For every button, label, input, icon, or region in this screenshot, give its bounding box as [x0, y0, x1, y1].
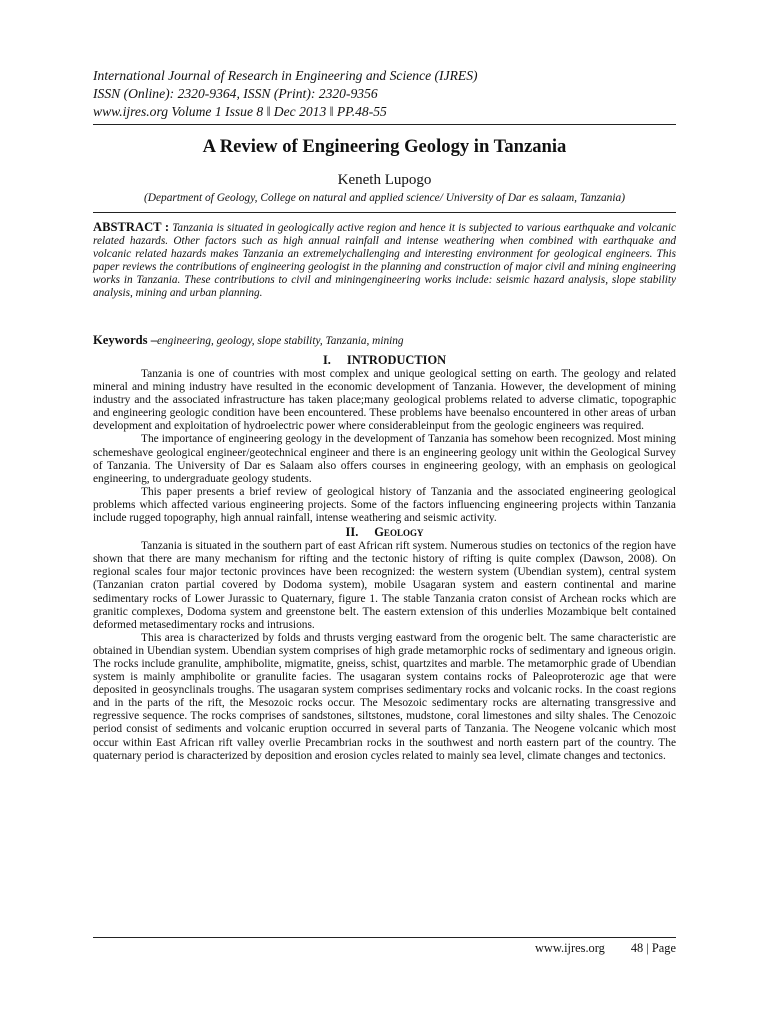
abstract-label: ABSTRACT : — [93, 220, 170, 234]
paragraph: The importance of engineering geology in the development of Tanzania has somehow been recognized. Most mining schemeshave geological engineer/geotechnical engineer and there is an engineering geology unit within the Geological Survey of Tanzania. The University of Dar es Salaam also offers courses in engineering geology, with an emphasis on geological engineering, to undergraduate geology students. — [93, 433, 676, 485]
page-number: 48 | Page — [630, 941, 676, 955]
section-number: II. — [345, 525, 359, 540]
author-name: Keneth Lupogo — [337, 172, 432, 188]
header-divider — [93, 124, 676, 125]
author-affiliation: (Department of Geology, College on natural and applied science/ University of Dar es salaam, Tanzania) — [143, 192, 626, 204]
page-footer — [93, 940, 676, 956]
section-heading-introduction — [93, 353, 676, 367]
keywords — [93, 333, 676, 348]
section-heading-geology — [93, 525, 676, 539]
abstract-text: Tanzania is situated in geologically active region and hence it is subjected to various earthquake and volcanic related hazards. Other factors such as high annual rainfall and intense weathering when combined with earthquake and volcanic related hazards makes Tanzania an extremelychallenging and interesting environment for geological engineers. This paper reviews the contributions of engineering geologist in the planning and construction of major civil and mining engineering works in Tanzania. These contributions to civil and miningengineering works include: seismic hazard analysis, slope stability analysis, mining and urban planning. — [93, 222, 677, 300]
paragraph: Tanzania is situated in the southern part of east African rift system. Numerous studies on tectonics of the region have shown that there are many mechanism for rifting and the tectonic history of rifting is quite complex (Dawson, 2008). On regional scales four major tectonic provinces have been recognized: the western system (Ubendian system), central system (Tanzanian craton partial covered by Dodoma system), mobile Usagaran system and eastern continental and marine sedimentary rocks of Lower Jurassic to Quaternary, figure 1. The stable Tanzania craton consist of Archean rocks which are granitic complexes, Dodoma system and greenstone belt. The eastern extension of this underlies Mozambique belt contained deformed metasedimentary rocks and intrusions. — [93, 540, 676, 631]
section-name: INTRODUCTION — [346, 353, 447, 367]
keywords-label: Keywords – — [93, 333, 158, 347]
footer-website: www.ijres.org — [534, 941, 605, 955]
paragraph: This area is characterized by folds and thrusts verging eastward from the orogenic belt. The same characteristic are obtained in Ubendian system. Ubendian system comprises of high grade metamorphic rocks of sedimentary and igneous origin. The rocks include granulite, amphibolite, migmatite, gneiss, schist, quartzites and marble. The metamorphic grade of Ubendian system is mainly amphibolite or granulite facies. The usagaran system contains rocks of Paleoproterozic age that were deposited in geosynclinals troughs. The usagaran system comprises sedimentary rocks and volcanic rocks. In the coast regions and in the parts of the rift, the Mesozoic rocks occur. The Mesozoic sedimentary rocks are alternating transgressive and regressive sequence. The rocks comprises of sandstones, siltstones, mudstone, coral limestones and silty shales. The Cenozoic period consist of sediments and volcanic eruption occurred in several parts of Tanzania. The Neogene volcanic which most occur within East African rift valley overlie Precambrian rocks in the southwest and north eastern part of the country. The quaternary period is characterized by deposition and erosion cycles related to mainly sea level, climate changes and tectonics. — [93, 631, 676, 762]
journal-issn: ISSN (Online): 2320-9364, ISSN (Print): 2320-9356 — [93, 86, 378, 101]
paper-body — [93, 353, 676, 763]
paper-title: A Review of Engineering Geology in Tanzania — [202, 136, 567, 157]
journal-name: International Journal of Research in Engineering and Science (IJRES) — [93, 68, 478, 83]
journal-volume: www.ijres.org Volume 1 Issue 8 ǁ Dec 2013 ǁ PP.48-55 — [93, 104, 387, 119]
journal-header — [93, 67, 693, 121]
paragraph: Tanzania is one of countries with most complex and unique geological setting on earth. The geology and related mineral and mining industry have resulted in the economic development of Tanzania. However, the development of mining industry and the associated infrastructure has taken place;many geological problems related to adverse climatic, topographic and engineering geologic condition have been encountered. These problems have beenalso encountered in other areas of urban development and exploitation of hydroelectric power where considerableinput from the geologic engineers was required. — [93, 368, 676, 433]
abstract — [93, 221, 676, 301]
paragraph: This paper presents a brief review of geological history of Tanzania and the associated engineering geological problems which affected various engineering projects. Some of the factors influencing engineering projects within Tanzania include rugged topography, high annual rainfall, intense weathering and seismic activity. — [93, 485, 676, 525]
abstract-divider — [93, 212, 676, 213]
section-number: I. — [322, 353, 331, 367]
section-name: Geology — [374, 525, 424, 540]
footer-divider — [93, 937, 676, 938]
keywords-text: engineering, geology, slope stability, Tanzania, mining — [157, 335, 404, 347]
